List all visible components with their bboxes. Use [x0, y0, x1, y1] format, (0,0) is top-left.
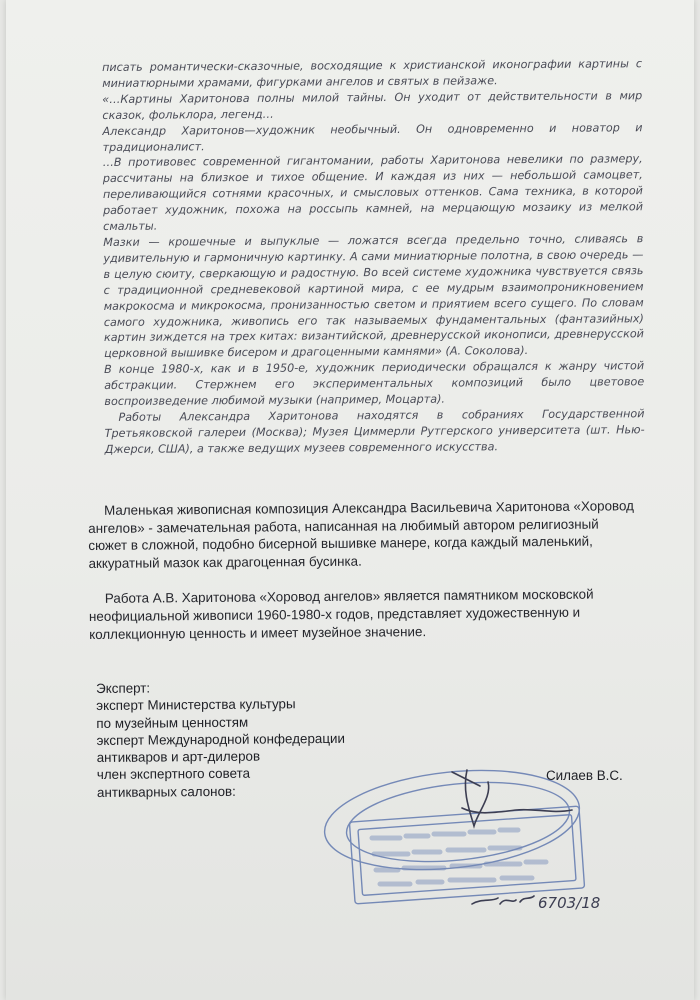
conclusion-paragraph: Работа А.В. Харитонова «Хоровод ангелов» является памятником московской неофициальной живописи 1960-1980-х годов, представляет художественную и коллекционную ценность и имеет музейное значение. — [88, 586, 594, 642]
expert-line: эксперт Министерства культуры — [96, 696, 296, 714]
expert-line: член экспертного совета — [96, 766, 251, 783]
quote-section — [102, 56, 645, 457]
expert-line: Эксперт: — [96, 680, 151, 696]
expert-line: эксперт Международной конфедерации — [96, 730, 346, 748]
quote-paragraph: писать романтически-сказочные, восходящие к христианской иконографии картины с миниатюрными храмами, фигурками ангелов и святых в пейзаже. — [102, 57, 643, 90]
document-page — [6, 0, 694, 1000]
quote-paragraph: Александр Харитонов—художник необычный. Он одновременно и новатор и традиционалист. — [102, 120, 643, 154]
quote-paragraph: Работы Александра Харитонова находятся в собраниях Государственной Третьяковской галереи (Москва); Музея Циммерли Рутгерского университета (шт. Нью-Джерси, США), а также ведущих музеев современного искусства. — [104, 407, 645, 456]
expert-line: по музейным ценностям — [96, 714, 249, 731]
signer-name: Силаев В.С. — [546, 768, 623, 783]
quote-paragraph: …В противовес современной гигантомании, работы Харитонова невелики по размеру, рассчитаны на близкое и тихое общение. И каждая из них — небольшой самоцвет, переливающийся сотнями красочных, и смысловых оттенков. Сама техника, в которой работает художник, похожа на россыпь камней, на мерцающую мозаику из мелкой смальты. — [102, 152, 644, 234]
expert-line: антикварных салонов: — [96, 783, 236, 800]
quote-paragraph: «…Картины Харитонова полны милой тайны. Он уходит от действительности в мир сказок, фольклора, легенд… — [102, 89, 643, 122]
conclusion-section — [88, 497, 641, 643]
conclusion-paragraph: Маленькая живописная композиция Александра Васильевича Харитонова «Хоровод ангелов» - замечательная работа, написанная на любимый автором религиозный сюжет в сложной, подобно бисерной вышивке манере, когда каждый маленький, аккуратный мазок как драгоценная бусинка. — [88, 498, 635, 571]
quote-paragraph: В конце 1980-х, как и в 1950-е, художник периодически обращался к жанру чистой абстракции. Стержнем его экспериментальных композиций было цветовое воспроизведение любимой музыки (например, Моцарта). — [104, 359, 645, 409]
quote-paragraph: Мазки — крошечные и выпуклые — ложатся всегда предельно точно, сливаясь в удивительную и гармоничную картинку. А сами миниатюрные полотна, в свою очередь — в целую сюиту, сверкающую и радостную. Во всей системе художника чувствуется связь с традиционной средневековой картиной мира, с ее мудрым взаимопроникновением макрокосма и микрокосма, пронизанностью светом и приятием всего сущего. По словам самого художника, живопись его так называемых фундаментальных (фантазийных) картин зиждется на трех китах: византийской, древнерусской иконописи, древнерусской церковной вышивке бисером и драгоценными камнями» (А. Соколова). — [103, 232, 644, 361]
expert-line: антикваров и арт-дилеров — [96, 748, 261, 766]
handwritten-note: 6703/18 — [538, 894, 601, 912]
